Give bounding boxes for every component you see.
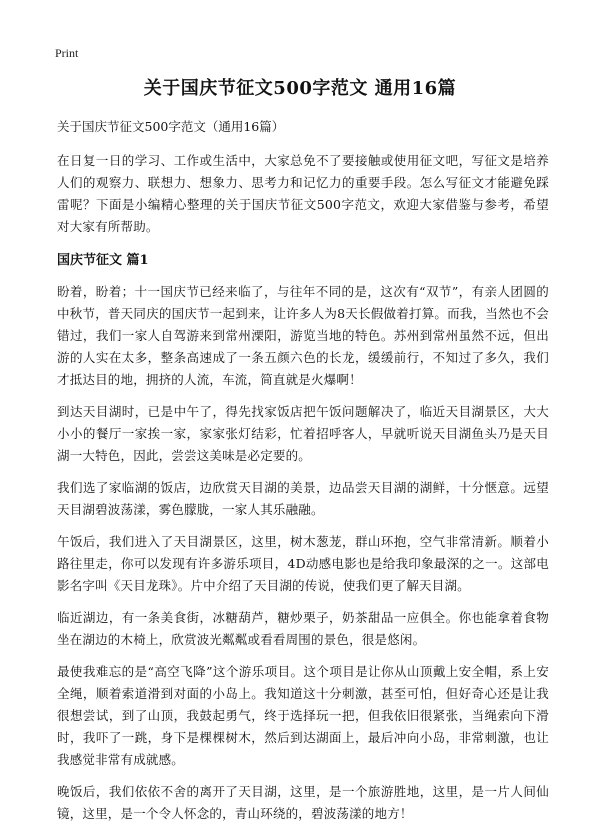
paragraph: 晚饭后，我们依依不舍的离开了天目湖，这里，是一个旅游胜地，这里，是一片人间仙镜，这里，是一个令人怀念的，青山环绕的，碧波荡漾的地方！ [57,784,549,821]
paragraph: 我们选了家临湖的饭店，边欣赏天目湖的美景，边品尝天目湖的湖鲜，十分惬意。远望天目湖碧波荡漾，雾色朦胧，一家人其乐融融。 [57,480,549,517]
paragraph: 到达天目湖时，已是中午了，得先找家饭店把午饭问题解决了，临近天目湖景区，大大小小的餐厅一家挨一家，家家张灯结彩，忙着招呼客人，早就听说天目湖鱼头乃是天目湖一大特色，因此，尝尝这美味是必定要的。 [57,404,549,463]
article-subtitle: 关于国庆节征文500字范文（通用16篇） [57,119,285,134]
paragraph: 最使我难忘的是“高空飞降”这个游乐项目。这个项目是让你从山顶戴上安全帽，系上安全绳，顺着索道滑到对面的小岛上。我知道这十分刺激，甚至可怕，但好奇心还是让我很想尝试，到了山顶，我鼓起勇气，终于选择玩一把，但我依旧很紧张，当绳索向下滑时，我吓了一跳，身下是棵棵树木，然后到达湖面上，最后冲向小岛，非常刺激，也让我感觉非常有成就感。 [57,664,549,767]
paragraph: 盼着，盼着；十一国庆节已经来临了，与往年不同的是，这次有“双节”，有亲人团圆的中秋节，普天同庆的国庆节一起到来，让许多人为8天长假做着打算。而我，当然也不会错过，我们一家人自驾游来到常州溧阳，游览当地的特色。苏州到常州虽然不远，但出游的人实在太多，整条高速成了一条五颜六色的长龙，缓缓前行，不知过了多久，我们才抵达目的地，拥挤的人流，车流，简直就是火爆啊！ [57,284,549,387]
intro-paragraph: 在日复一日的学习、工作或生活中，大家总免不了要接触或使用征文吧，写征文是培养人们的观察力、联想力、想象力、思考力和记忆力的重要手段。怎么写征文才能避免踩雷呢？下面是小编精心整理的关于国庆节征文500字范文，欢迎大家借鉴与参考，希望对大家有所帮助。 [57,153,549,234]
paragraph: 午饭后，我们进入了天目湖景区，这里，树木葱茏，群山环抱，空气非常清新。顺着小路往里走，你可以发现有许多游乐项目，4D动感电影也是给我印象最深的之一。这部电影名字叫《天目龙珠》。片中介绍了天目湖的传说，使我们更了解天目湖。 [57,534,549,593]
section-heading: 国庆节征文 篇1 [57,253,149,268]
page-title: 关于国庆节征文500字范文 通用16篇 [143,78,457,99]
article-body [57,118,549,835]
paragraph: 临近湖边，有一条美食街，冰糖葫芦，糖炒栗子，奶茶甜品一应俱全。你也能拿着食物坐在湖边的木椅上，欣赏波光粼粼或看看周围的景色，很是悠闲。 [57,610,549,647]
print-link[interactable]: Print [55,46,79,60]
